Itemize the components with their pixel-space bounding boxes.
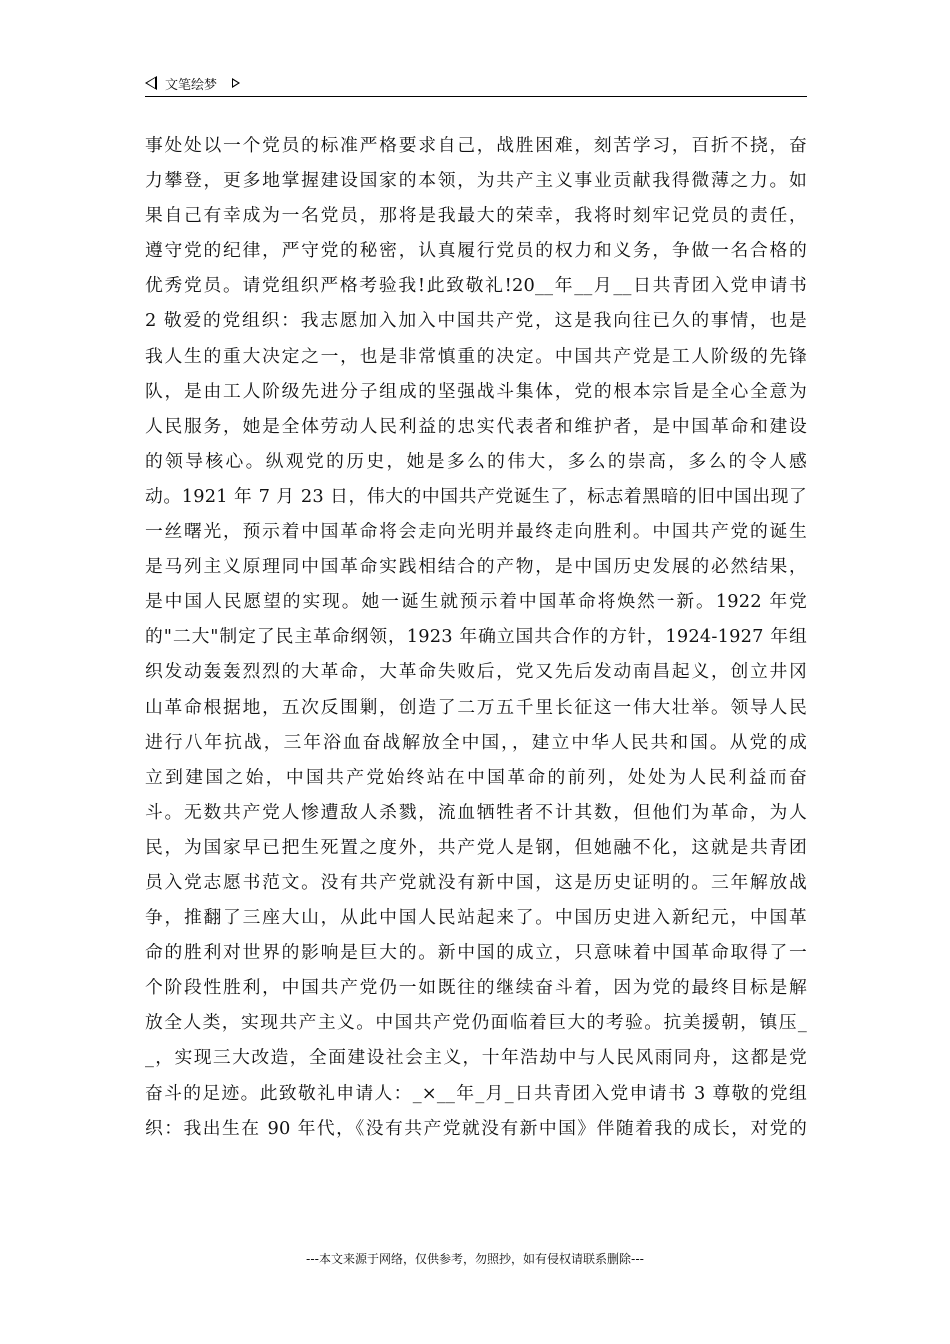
header-title: 文笔绘梦 xyxy=(165,78,218,93)
text-line: 争，推翻了三座大山，从此中国人民站起来了。中国历史进入新纪元，中国革 xyxy=(145,907,807,929)
text-line: 2 敬爱的党组织：我志愿加入加入中国共产党，这是我向往已久的事情，也是 xyxy=(145,310,807,332)
text-line: 个阶段性胜利，中国共产党仍一如既往的继续奋斗着，因为党的最终目标是解 xyxy=(145,977,807,999)
right-triangle-icon xyxy=(232,78,240,88)
text-line: 优秀党员。请党组织严格考验我!此致敬礼!20__年__月__日共青团入党申请书 xyxy=(145,275,807,297)
text-line: 的领导核心。纵观党的历史，她是多么的伟大，多么的崇高，多么的令人感 xyxy=(145,450,807,472)
text-line: 命的胜利对世界的影响是巨大的。新中国的成立，只意味着中国革命取得了一 xyxy=(145,942,807,964)
text-line: 动。1921 年 7 月 23 日，伟大的中国共产党诞生了，标志着黑暗的旧中国出现了 xyxy=(145,485,807,507)
text-line: 山革命根据地，五次反围剿，创造了二万五千里长征这一伟大壮举。领导人民 xyxy=(145,696,807,718)
text-line: 力攀登，更多地掌握建设国家的本领，为共产主义事业贡献我得微薄之力。如 xyxy=(145,170,807,192)
page-header xyxy=(145,72,807,97)
text-line: 立到建国之始，中国共产党始终站在中国革命的前列，处处为人民利益而奋 xyxy=(145,766,807,788)
footer-disclaimer: ---本文来源于网络，仅供参考，勿照抄，如有侵权请联系删除--- xyxy=(306,1252,644,1266)
text-line: 织发动轰轰烈烈的大革命，大革命失败后，党又先后发动南昌起义，创立井冈 xyxy=(145,661,807,683)
text-line: 事处处以一个党员的标准严格要求自己，战胜困难，刻苦学习，百折不挠，奋 xyxy=(145,135,807,156)
text-line: 队，是由工人阶级先进分子组成的坚强战斗集体，党的根本宗旨是全心全意为 xyxy=(145,380,807,402)
text-line: 是中国人民愿望的实现。她一诞生就预示着中国革命将焕然一新。1922 年党 xyxy=(145,591,807,613)
text-line: 奋斗的足迹。此致敬礼申请人：_×__年_月_日共青团入党申请书 3 尊敬的党组 xyxy=(145,1082,807,1104)
text-line: 进行八年抗战，三年浴血奋战解放全中国，，建立中华人民共和国。从党的成 xyxy=(145,731,807,753)
left-triangle-icon xyxy=(145,76,157,90)
text-line: 是马列主义原理同中国革命实践相结合的产物，是中国历史发展的必然结果， xyxy=(145,556,807,578)
text-line: 果自己有幸成为一名党员，那将是我最大的荣幸，我将时刻牢记党员的责任， xyxy=(145,205,807,227)
text-line: 遵守党的纪律，严守党的秘密，认真履行党员的权力和义务，争做一名合格的 xyxy=(145,240,807,262)
text-line: 人民服务，她是全体劳动人民利益的忠实代表者和维护者，是中国革命和建设 xyxy=(145,415,807,437)
text-line: 民，为国家早已把生死置之度外，共产党人是钢，但她融不化，这就是共青团 xyxy=(145,836,807,858)
text-line: 员入党志愿书范文。没有共产党就没有新中国，这是历史证明的。三年解放战 xyxy=(145,871,807,893)
text-line: 的"二大"制定了民主革命纲领，1923 年确立国共合作的方针，1924-1927 年组 xyxy=(145,626,807,648)
text-line: 一丝曙光，预示着中国革命将会走向光明并最终走向胜利。中国共产党的诞生 xyxy=(145,521,807,543)
text-line: 放全人类，实现共产主义。中国共产党仍面临着巨大的考验。抗美援朝，镇压_ xyxy=(145,1012,807,1034)
text-line: 斗。无数共产党人惨遭敌人杀戮，流血牺牲者不计其数，但他们为革命，为人 xyxy=(145,801,807,823)
document-body xyxy=(145,128,807,1146)
text-line: 我人生的重大决定之一，也是非常慎重的决定。中国共产党是工人阶级的先锋 xyxy=(145,345,807,367)
text-line: 织：我出生在 90 年代，《没有共产党就没有新中国》伴随着我的成长，对党的 xyxy=(145,1117,807,1139)
text-line: _，实现三大改造，全面建设社会主义，十年浩劫中与人民风雨同舟，这都是党 xyxy=(145,1047,807,1069)
